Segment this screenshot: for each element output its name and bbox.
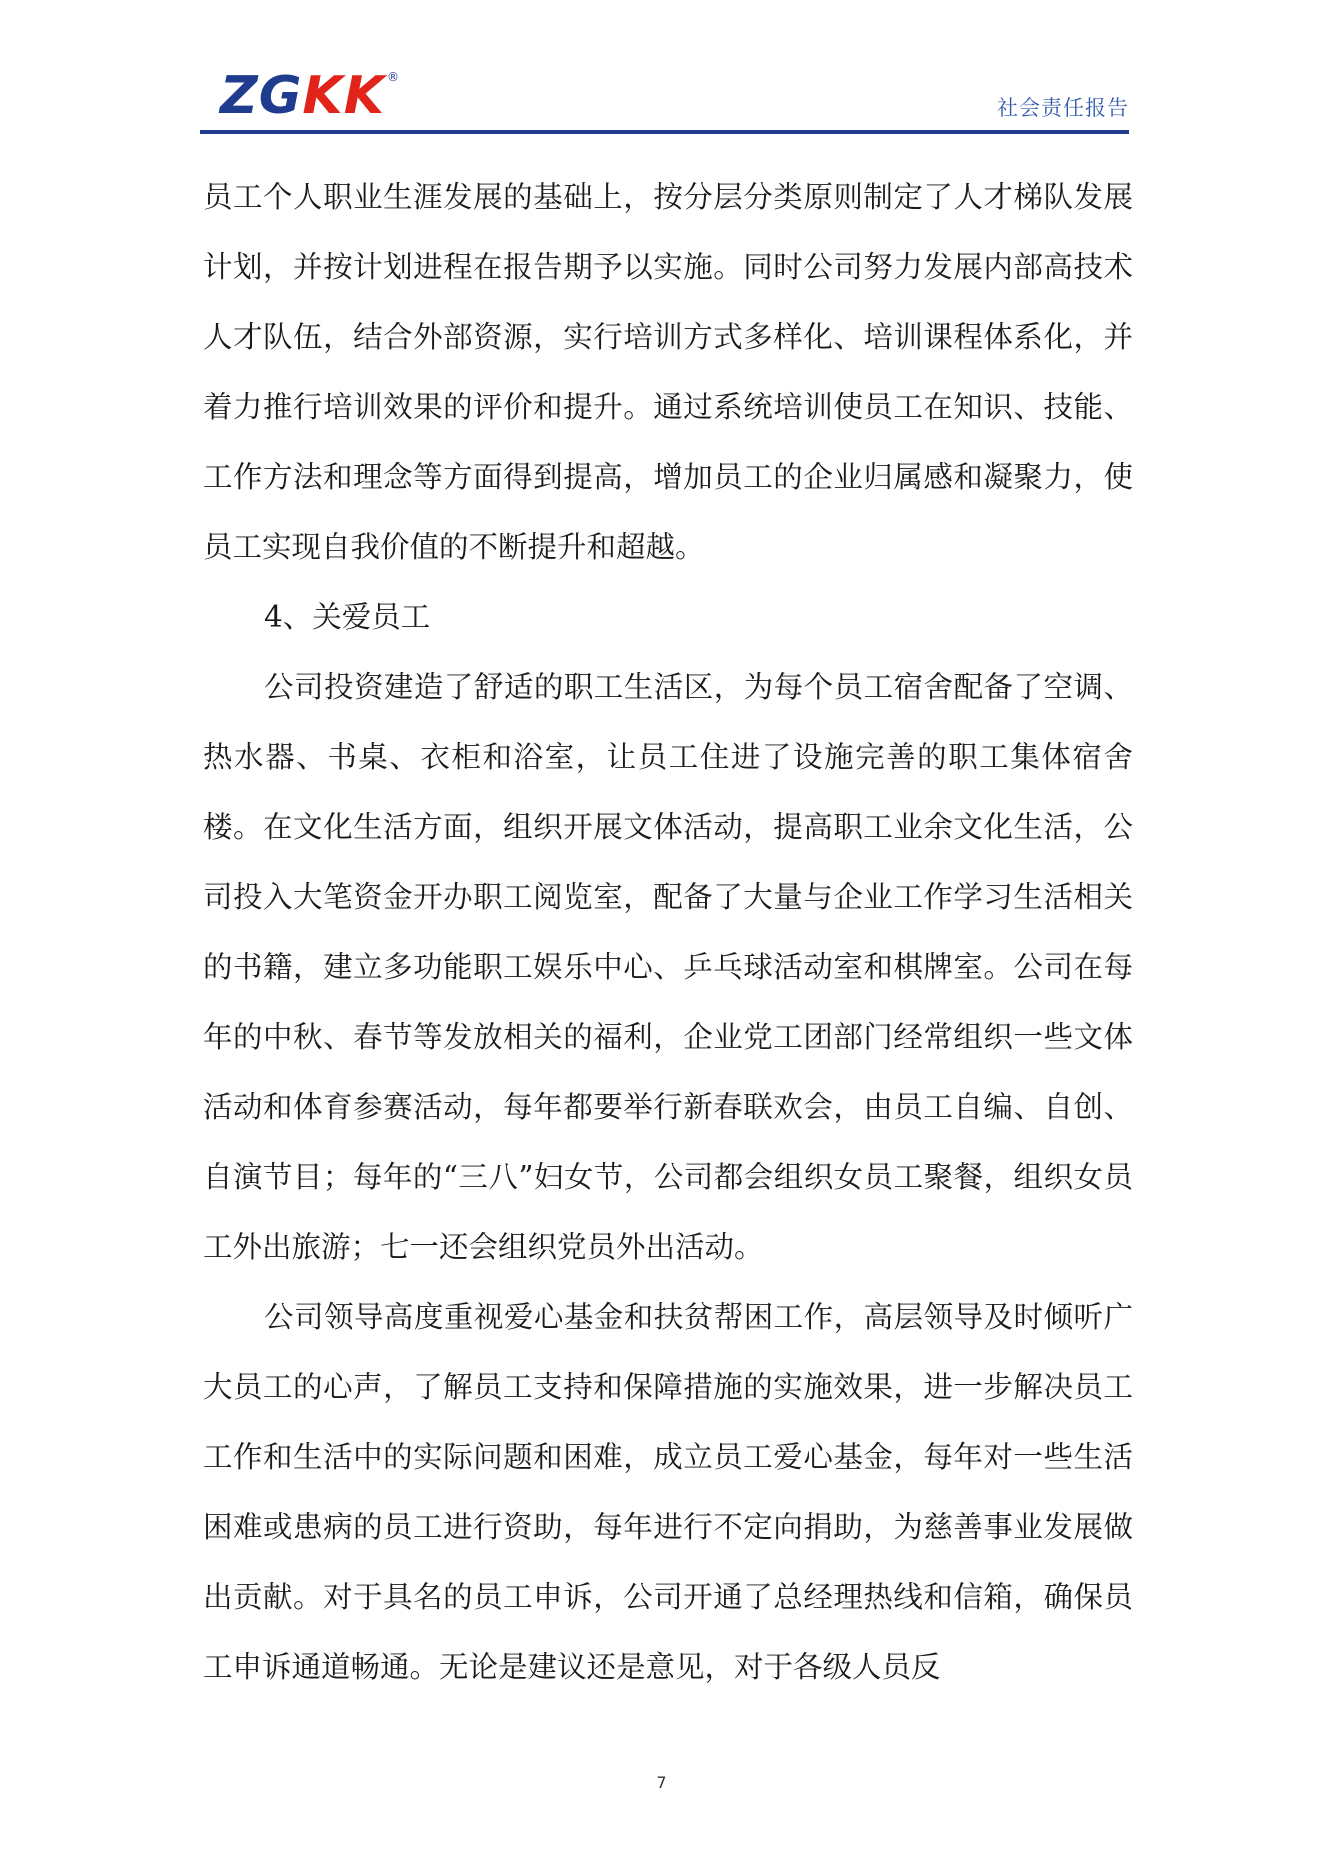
page-number: 7	[656, 1773, 667, 1792]
paragraph: 公司领导高度重视爱心基金和扶贫帮困工作，高层领导及时倾听广大员工的心声，了解员工支持和保障措施的实施效果，进一步解决员工工作和生活中的实际问题和困难，成立员工爱心基金，每年对一些生活困难或患病的员工进行资助，每年进行不定向捐助，为慈善事业发展做出贡献。对于具名的员工申诉，公司开通了总经理热线和信箱，确保员工申诉通道畅通。无论是建议还是意见，对于各级人员反	[203, 1300, 1133, 1684]
page-header	[200, 60, 1129, 134]
document-body	[203, 162, 1133, 1702]
paragraph-continued: 员工个人职业生涯发展的基础上，按分层分类原则制定了人才梯队发展计划，并按计划进程在报告期予以实施。同时公司努力发展内部高技术人才队伍，结合外部资源，实行培训方式多样化、培训课程体系化，并着力推行培训效果的评价和提升。通过系统培训使员工在知识、技能、工作方法和理念等方面得到提高，增加员工的企业归属感和凝聚力，使员工实现自我价值的不断提升和超越。	[203, 180, 1133, 564]
paragraph: 公司投资建造了舒适的职工生活区，为每个员工宿舍配备了空调、热水器、书桌、衣柜和浴室，让员工住进了设施完善的职工集体宿舍楼。在文化生活方面，组织开展文体活动，提高职工业余文化生活，公司投入大笔资金开办职工阅览室，配备了大量与企业工作学习生活相关的书籍，建立多功能职工娱乐中心、乒乓球活动室和棋牌室。公司在每年的中秋、春节等发放相关的福利，企业党工团部门经常组织一些文体活动和体育参赛活动，每年都要举行新春联欢会，由员工自编、自创、自演节目；每年的“三八”妇女节，公司都会组织女员工聚餐，组织女员工外出旅游；七一还会组织党员外出活动。	[203, 670, 1133, 1264]
logo-wordmark	[220, 68, 385, 124]
section-heading: 4、关爱员工	[264, 600, 431, 634]
company-logo	[220, 68, 399, 128]
header-divider	[200, 130, 1129, 134]
logo-letters: ZGKK	[220, 66, 385, 126]
report-title: 社会责任报告	[997, 96, 1129, 120]
registered-mark: ®	[387, 70, 399, 84]
